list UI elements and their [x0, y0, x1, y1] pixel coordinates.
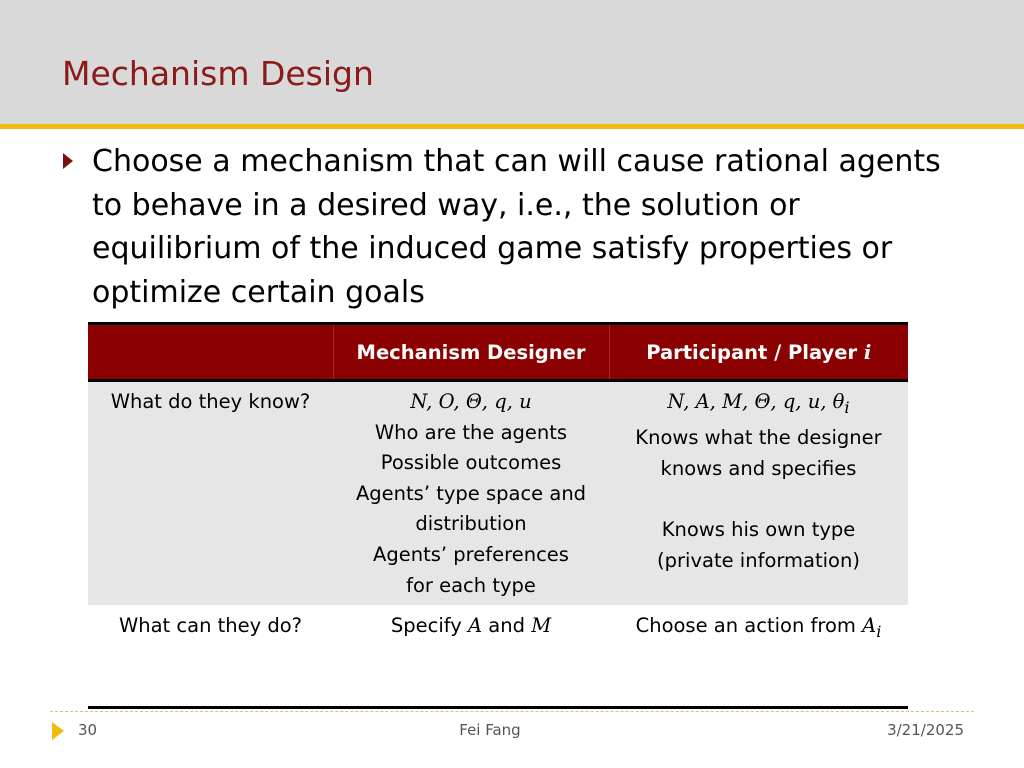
header-empty — [88, 324, 333, 381]
designer-math: N, O, Θ, q, u — [410, 390, 532, 413]
footer-date: 3/21/2025 — [887, 721, 964, 739]
table-header-row — [88, 324, 908, 381]
player-math-sub: i — [844, 397, 850, 417]
table-bottom-border — [88, 706, 908, 709]
player-math: N, A, M, Θ, q, u, θ — [667, 390, 845, 413]
header-player — [609, 324, 908, 381]
row2-question: What can they do? — [88, 605, 333, 671]
designer-line: distribution — [415, 512, 527, 536]
designer-line: Agents’ type space and — [355, 481, 587, 505]
header-player-var: i — [863, 340, 872, 364]
row1-designer — [333, 381, 609, 606]
comparison-table — [88, 322, 908, 671]
slide-title: Mechanism Design — [62, 54, 374, 93]
footer-author: Fei Fang — [459, 721, 521, 739]
bullet-text: Choose a mechanism that can will cause rational agents to behave in a desired way, i.e., the solution or equilibrium of the induced game satisfy properties or optimize certain goals — [92, 144, 941, 310]
player-line: (private information) — [657, 548, 860, 572]
table-row — [88, 381, 908, 606]
header-player-label: Participant / Player — [646, 340, 858, 364]
table-row — [88, 605, 908, 671]
row2-player: Choose an action from $A_i$ — [609, 605, 908, 671]
footer-divider — [50, 711, 974, 712]
designer-line: Who are the agents — [374, 420, 568, 444]
title-underline — [0, 124, 1024, 129]
player-math-line — [615, 387, 902, 423]
player-line: Knows what the designer — [635, 426, 882, 450]
row1-player — [609, 381, 908, 606]
designer-line: Agents’ preferences — [373, 542, 569, 566]
header-designer: Mechanism Designer — [333, 324, 609, 381]
row1-question: What do they know? — [88, 381, 333, 606]
bullet-arrow-icon — [63, 153, 73, 169]
player-line-blank — [615, 485, 902, 516]
footer-arrow-icon — [52, 722, 64, 740]
designer-line: for each type — [406, 573, 536, 597]
designer-line: Possible outcomes — [380, 451, 562, 475]
page-number: 30 — [78, 721, 98, 739]
player-line: Knows his own type — [661, 518, 856, 542]
row2-designer: Specify A and M — [333, 605, 609, 671]
player-line: knows and specifies — [660, 457, 857, 481]
